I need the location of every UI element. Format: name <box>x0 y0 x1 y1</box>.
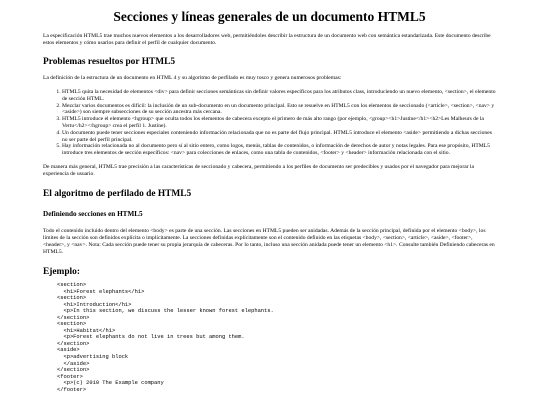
intro-paragraph: La especificación HTML5 trae muchos nuevos elementos a los desarrolladores web, permitiéndoles describir la estructura de un documento web con semántica estandarizada. Este documento describe estos elementos y cómo usarlos para definir el perfil de cualquier documento. <box>43 33 491 46</box>
list-item: 3. HTML5 introduce el elemento <hgroup> que oculta todos los elementos de cabecera excepto el primero de más alto rango (por ejemplo, <group><h1>Justine</h1><h2>Les Malheurs de la Vertu</h2></hgroup> crea el perfil 1. Justine). <box>62 116 496 130</box>
example-code-block: <section> <h1>Forest elephants</h1> <section> <h1>Introduction</h1> <p>In this section, we discuss the lesser known forest elephants. </section> <section> <h1>Habitat</h1> <p>Forest elephants do not live in trees but among them. </section> <aside> <p>advertising block </aside> </section> <footer> <p>(c) 2010 The Example company </footer> <box>57 281 274 393</box>
page-title: Secciones y líneas generales de un documento HTML5 <box>113 9 426 24</box>
problems-heading: Problemas resueltos por HTML5 <box>43 57 176 67</box>
problems-paragraph: La definición de la estructura de un documento en HTML 4 y su algoritmo de perfilado es muy tosco y genera numerosos problemas: <box>43 75 342 81</box>
list-item: 1. HTML5 quita la necesidad de elementos <div> para definir secciones semánticas sin definir valores específicos para los atributos class, introduciendo un nuevo elemento, <section>, el elemento de sección HTML. <box>62 89 496 103</box>
list-item: 5. Hay información relacionada no al documento pero sí al sitio entero, como logos, menús, tablas de contenidos, o información de derechos de autor y notas legales. Para ese propósito, HTML5 introduce tres elementos de sección específicos: <nav> para colecciones de enlaces, como una tabla de contenidos, <footer> y <header> información relacionada con el sitio. <box>62 143 496 157</box>
sections-subheading: Definiendo secciones en HTML5 <box>43 209 143 218</box>
problems-closing-paragraph: De manera más general, HTML5 trae precisión a las características de seccionado y cabecera, permitiendo a los perfiles de documento ser predecibles y usados por el navegador para mejorar la experiencia de usuario. <box>43 163 474 177</box>
list-item: 2. Mezclar varios documentos es difícil: la inclusión de un sub-documento en un documento principal. Esto se resuelve en HTML5 con los elementos de seccionado (<article>, <section>, <nav> y <aside>) son siempre subsecciones de su sección ancestra más cercana. <box>62 103 496 117</box>
list-item: 4. Un documento puede tener secciones especiales conteniendo información relacionada que no es parte del flujo principal. HTML5 introduce el elemento <aside> permitiendo a dichas secciones no ser parte del perfil principal. <box>62 130 496 144</box>
example-heading: Ejemplo: <box>43 266 80 277</box>
sections-paragraph: Todo el contenido incluido dentro del elemento <body> es parte de una sección. Las secciones en HTML5 pueden ser anidadas. Además de la sección principal, definida por el elemento <body>, los límites de la sección son definidos explícita o implícitamente. La secciones definidas explícitamente son el contenido definido en las etiquetas <body>, <section>, <article>, <aside>, <footer>, <header>, y <nav>. Nota: Cada sección puede tener su propia jerarquía de cabeceras. Por lo tanto, incluso una sección anidada puede tener un elemento <h1>. Consulte también Definiendo cabeceras en HTML5. <box>43 227 495 255</box>
problems-list <box>43 89 496 157</box>
algorithm-heading: El algoritmo de perfilado de HTML5 <box>43 188 192 199</box>
